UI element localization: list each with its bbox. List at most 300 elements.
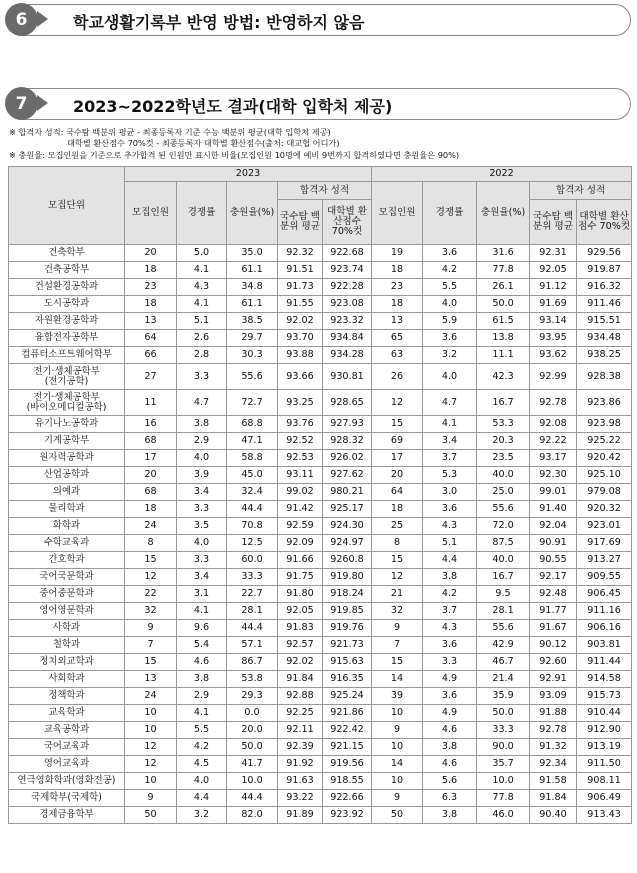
cell-value: 9 <box>125 620 177 637</box>
cell-value: 92.88 <box>278 688 323 705</box>
cell-unit: 건설환경공학과 <box>9 279 125 296</box>
cell-value: 15 <box>372 654 423 671</box>
cell-value: 25 <box>372 518 423 535</box>
cell-value: 934.28 <box>323 347 372 364</box>
cell-value: 44.4 <box>227 501 278 518</box>
cell-value: 3.8 <box>423 807 477 824</box>
cell-value: 18 <box>125 296 177 313</box>
cell-value: 41.7 <box>227 756 278 773</box>
section-6-banner <box>6 4 631 36</box>
cell-value: 4.4 <box>423 552 477 569</box>
cell-value: 92.30 <box>530 467 577 484</box>
cell-value: 9260.8 <box>323 552 372 569</box>
cell-value: 928.38 <box>577 364 632 390</box>
cell-value: 928.65 <box>323 390 372 416</box>
cell-value: 2.9 <box>177 688 227 705</box>
cell-value: 5.3 <box>423 467 477 484</box>
cell-value: 22.7 <box>227 586 278 603</box>
cell-value: 23 <box>372 279 423 296</box>
cell-value: 922.42 <box>323 722 372 739</box>
cell-value: 18 <box>372 501 423 518</box>
table-row <box>9 262 632 279</box>
table-row <box>9 347 632 364</box>
cell-value: 24 <box>125 688 177 705</box>
cell-unit: 화학과 <box>9 518 125 535</box>
table-row <box>9 484 632 501</box>
cell-value: 917.69 <box>577 535 632 552</box>
cell-value: 5.1 <box>423 535 477 552</box>
cell-value: 10 <box>372 705 423 722</box>
cell-value: 3.3 <box>177 364 227 390</box>
cell-value: 28.1 <box>227 603 278 620</box>
cell-value: 92.59 <box>278 518 323 535</box>
section-title: 2023~2022학년도 결과(대학 입학처 제공) <box>73 97 393 116</box>
cell-value: 4.1 <box>177 603 227 620</box>
cell-value: 90.0 <box>477 739 530 756</box>
cell-value: 7 <box>125 637 177 654</box>
cell-value: 0.0 <box>227 705 278 722</box>
cell-value: 913.27 <box>577 552 632 569</box>
cell-value: 920.32 <box>577 501 632 518</box>
table-row <box>9 296 632 313</box>
cell-value: 35.9 <box>477 688 530 705</box>
cell-value: 68 <box>125 433 177 450</box>
cell-value: 9.6 <box>177 620 227 637</box>
table-row <box>9 390 632 416</box>
cell-value: 923.01 <box>577 518 632 535</box>
cell-value: 55.6 <box>477 501 530 518</box>
cell-value: 3.2 <box>423 347 477 364</box>
cell-value: 90.55 <box>530 552 577 569</box>
note-line: ※ 충원율: 모집인원을 기준으로 추가합격 된 인원만 표시한 비율(모집인원 10명에 예비 9번까지 합격하였다면 충원율은 90%) <box>9 149 460 160</box>
cell-value: 92.05 <box>530 262 577 279</box>
cell-unit: 국어국문학과 <box>9 569 125 586</box>
cell-value: 980.21 <box>323 484 372 501</box>
cell-unit: 도시공학과 <box>9 296 125 313</box>
cell-value: 5.9 <box>423 313 477 330</box>
cell-unit: 국제학부(국제학) <box>9 790 125 807</box>
cell-value: 12 <box>372 390 423 416</box>
cell-value: 4.3 <box>177 279 227 296</box>
cell-value: 919.76 <box>323 620 372 637</box>
cell-value: 915.51 <box>577 313 632 330</box>
cell-value: 91.51 <box>278 262 323 279</box>
cell-unit: 자원환경공학과 <box>9 313 125 330</box>
cell-unit: 연극영화학과(영화전공) <box>9 773 125 790</box>
cell-value: 91.55 <box>278 296 323 313</box>
cell-value: 906.16 <box>577 620 632 637</box>
cell-value: 55.6 <box>227 364 278 390</box>
cell-value: 4.5 <box>177 756 227 773</box>
cell-unit: 원자력공학과 <box>9 450 125 467</box>
cell-value: 26 <box>372 364 423 390</box>
table-row <box>9 756 632 773</box>
table-row <box>9 450 632 467</box>
cell-value: 91.83 <box>278 620 323 637</box>
cell-value: 92.32 <box>278 245 323 262</box>
cell-value: 99.02 <box>278 484 323 501</box>
cell-value: 9 <box>372 620 423 637</box>
cell-unit: 정치외교학과 <box>9 654 125 671</box>
cell-value: 34.8 <box>227 279 278 296</box>
cell-unit: 철학과 <box>9 637 125 654</box>
cell-value: 64 <box>372 484 423 501</box>
cell-value: 938.25 <box>577 347 632 364</box>
table-row <box>9 501 632 518</box>
cell-value: 11 <box>125 390 177 416</box>
cell-value: 22 <box>125 586 177 603</box>
cell-value: 50.0 <box>477 296 530 313</box>
header-competition: 경쟁률 <box>423 182 477 245</box>
cell-value: 18 <box>125 262 177 279</box>
cell-value: 91.84 <box>278 671 323 688</box>
table-row <box>9 518 632 535</box>
cell-value: 13.8 <box>477 330 530 347</box>
cell-value: 4.1 <box>177 296 227 313</box>
cell-unit: 유기나노공학과 <box>9 416 125 433</box>
cell-value: 10 <box>372 739 423 756</box>
cell-value: 923.98 <box>577 416 632 433</box>
cell-value: 922.66 <box>323 790 372 807</box>
table-row <box>9 467 632 484</box>
cell-value: 934.48 <box>577 330 632 347</box>
header-fill-rate: 충원율(%) <box>477 182 530 245</box>
cell-value: 92.25 <box>278 705 323 722</box>
cell-value: 91.12 <box>530 279 577 296</box>
cell-value: 4.0 <box>177 535 227 552</box>
cell-value: 4.7 <box>177 390 227 416</box>
cell-value: 14 <box>372 756 423 773</box>
cell-value: 61.1 <box>227 296 278 313</box>
cell-value: 919.80 <box>323 569 372 586</box>
cell-unit: 의예과 <box>9 484 125 501</box>
cell-value: 63 <box>372 347 423 364</box>
cell-value: 93.14 <box>530 313 577 330</box>
cell-value: 3.8 <box>177 671 227 688</box>
cell-value: 65 <box>372 330 423 347</box>
cell-value: 915.63 <box>323 654 372 671</box>
cell-value: 92.02 <box>278 654 323 671</box>
cell-value: 29.3 <box>227 688 278 705</box>
cell-value: 53.8 <box>227 671 278 688</box>
cell-value: 93.25 <box>278 390 323 416</box>
cell-value: 92.31 <box>530 245 577 262</box>
cell-value: 914.58 <box>577 671 632 688</box>
cell-unit: 전기·생체공학부 (전기공학) <box>9 364 125 390</box>
cell-value: 3.7 <box>423 603 477 620</box>
cell-value: 12 <box>125 569 177 586</box>
results-table <box>8 166 632 824</box>
cell-value: 33.3 <box>227 569 278 586</box>
table-row <box>9 722 632 739</box>
cell-value: 4.9 <box>423 705 477 722</box>
cell-value: 908.11 <box>577 773 632 790</box>
cell-value: 93.70 <box>278 330 323 347</box>
cell-value: 4.3 <box>423 518 477 535</box>
table-row <box>9 654 632 671</box>
cell-value: 91.84 <box>530 790 577 807</box>
cell-value: 925.17 <box>323 501 372 518</box>
cell-value: 26.1 <box>477 279 530 296</box>
cell-value: 24 <box>125 518 177 535</box>
cell-value: 3.3 <box>423 654 477 671</box>
cell-value: 30.3 <box>227 347 278 364</box>
note-line: ※ 합격자 성적: 국수탐 백분위 평균 - 최종등록자 기준 수능 백분위 평균(대학 입학처 제공) <box>9 127 331 137</box>
table-row <box>9 535 632 552</box>
cell-value: 16.7 <box>477 390 530 416</box>
cell-value: 923.32 <box>323 313 372 330</box>
cell-value: 919.87 <box>577 262 632 279</box>
cell-value: 906.45 <box>577 586 632 603</box>
cell-value: 922.68 <box>323 245 372 262</box>
cell-value: 92.17 <box>530 569 577 586</box>
cell-value: 40.0 <box>477 467 530 484</box>
cell-value: 18 <box>372 262 423 279</box>
cell-value: 10 <box>125 773 177 790</box>
cell-value: 91.92 <box>278 756 323 773</box>
cell-unit: 영어영문학과 <box>9 603 125 620</box>
cell-value: 2.9 <box>177 433 227 450</box>
cell-value: 91.73 <box>278 279 323 296</box>
cell-value: 21.4 <box>477 671 530 688</box>
cell-value: 92.48 <box>530 586 577 603</box>
cell-value: 44.4 <box>227 790 278 807</box>
cell-value: 60.0 <box>227 552 278 569</box>
cell-value: 3.6 <box>423 245 477 262</box>
cell-value: 920.42 <box>577 450 632 467</box>
cell-value: 57.1 <box>227 637 278 654</box>
header-year-2022: 2022 <box>372 167 632 182</box>
cell-value: 92.04 <box>530 518 577 535</box>
cell-value: 91.75 <box>278 569 323 586</box>
cell-unit: 건축공학부 <box>9 262 125 279</box>
header-competition: 경쟁률 <box>177 182 227 245</box>
section-7-banner <box>6 88 631 120</box>
table-row <box>9 790 632 807</box>
cell-value: 21 <box>372 586 423 603</box>
cell-value: 32.4 <box>227 484 278 501</box>
cell-value: 3.4 <box>423 433 477 450</box>
cell-value: 38.5 <box>227 313 278 330</box>
cell-value: 92.11 <box>278 722 323 739</box>
section-title: 학교생활기록부 반영 방법: 반영하지 않음 <box>73 13 365 32</box>
cell-value: 13 <box>125 671 177 688</box>
cell-value: 5.4 <box>177 637 227 654</box>
table-body <box>9 245 632 824</box>
cell-value: 4.0 <box>177 450 227 467</box>
cell-value: 927.93 <box>323 416 372 433</box>
cell-value: 12 <box>125 739 177 756</box>
section-number-badge: 7 <box>5 87 38 120</box>
cell-value: 10 <box>372 773 423 790</box>
cell-value: 93.95 <box>530 330 577 347</box>
header-converted-score: 대학별 환산점수 70%컷 <box>577 200 632 245</box>
cell-value: 913.43 <box>577 807 632 824</box>
cell-unit: 정책학과 <box>9 688 125 705</box>
cell-value: 91.80 <box>278 586 323 603</box>
cell-value: 11.1 <box>477 347 530 364</box>
header-quota: 모집인원 <box>372 182 423 245</box>
cell-value: 4.3 <box>423 620 477 637</box>
cell-value: 29.7 <box>227 330 278 347</box>
table-row <box>9 688 632 705</box>
cell-value: 50.0 <box>227 739 278 756</box>
cell-value: 77.8 <box>477 262 530 279</box>
cell-value: 923.08 <box>323 296 372 313</box>
cell-value: 13 <box>125 313 177 330</box>
cell-value: 3.6 <box>423 637 477 654</box>
notes <box>9 127 459 161</box>
cell-value: 921.86 <box>323 705 372 722</box>
cell-value: 92.02 <box>278 313 323 330</box>
cell-value: 19 <box>372 245 423 262</box>
cell-value: 925.24 <box>323 688 372 705</box>
cell-value: 93.66 <box>278 364 323 390</box>
cell-value: 50.0 <box>477 705 530 722</box>
cell-value: 919.56 <box>323 756 372 773</box>
cell-value: 6.3 <box>423 790 477 807</box>
table-row <box>9 330 632 347</box>
cell-value: 927.62 <box>323 467 372 484</box>
cell-value: 921.73 <box>323 637 372 654</box>
cell-value: 66 <box>125 347 177 364</box>
table-row <box>9 671 632 688</box>
cell-value: 4.2 <box>423 262 477 279</box>
header-year-2023: 2023 <box>125 167 372 182</box>
cell-value: 2.6 <box>177 330 227 347</box>
cell-unit: 물리학과 <box>9 501 125 518</box>
cell-value: 3.3 <box>177 552 227 569</box>
cell-value: 35.7 <box>477 756 530 773</box>
cell-value: 90.12 <box>530 637 577 654</box>
cell-unit: 사학과 <box>9 620 125 637</box>
cell-value: 8 <box>125 535 177 552</box>
cell-value: 23 <box>125 279 177 296</box>
cell-value: 27 <box>125 364 177 390</box>
cell-value: 3.5 <box>177 518 227 535</box>
cell-value: 61.1 <box>227 262 278 279</box>
cell-value: 16 <box>125 416 177 433</box>
header-passer-score: 합격자 성적 <box>278 182 372 200</box>
cell-value: 20 <box>372 467 423 484</box>
cell-value: 82.0 <box>227 807 278 824</box>
cell-value: 925.22 <box>577 433 632 450</box>
cell-value: 50 <box>125 807 177 824</box>
cell-value: 92.09 <box>278 535 323 552</box>
cell-value: 93.88 <box>278 347 323 364</box>
cell-value: 93.62 <box>530 347 577 364</box>
cell-value: 3.2 <box>177 807 227 824</box>
cell-value: 31.6 <box>477 245 530 262</box>
cell-value: 47.1 <box>227 433 278 450</box>
cell-value: 12.5 <box>227 535 278 552</box>
table-row <box>9 552 632 569</box>
cell-value: 86.7 <box>227 654 278 671</box>
cell-value: 12 <box>372 569 423 586</box>
cell-value: 25.0 <box>477 484 530 501</box>
cell-unit: 교육공학과 <box>9 722 125 739</box>
cell-value: 68.8 <box>227 416 278 433</box>
cell-value: 4.0 <box>423 364 477 390</box>
cell-unit: 전기·생체공학부 (바이오메디컬공학) <box>9 390 125 416</box>
cell-value: 20 <box>125 467 177 484</box>
cell-value: 9 <box>125 790 177 807</box>
cell-value: 61.5 <box>477 313 530 330</box>
cell-value: 9.5 <box>477 586 530 603</box>
cell-value: 911.46 <box>577 296 632 313</box>
cell-value: 40.0 <box>477 552 530 569</box>
cell-value: 5.6 <box>423 773 477 790</box>
cell-value: 4.6 <box>423 756 477 773</box>
cell-value: 3.1 <box>177 586 227 603</box>
cell-value: 3.6 <box>423 330 477 347</box>
cell-value: 91.77 <box>530 603 577 620</box>
note-line: 대학별 환산점수 70%컷 - 최종등록자 대학별 환산점수(출처: 대교협 어디가) <box>67 138 340 149</box>
cell-value: 91.89 <box>278 807 323 824</box>
cell-value: 4.6 <box>177 654 227 671</box>
cell-value: 44.4 <box>227 620 278 637</box>
cell-value: 91.40 <box>530 501 577 518</box>
cell-value: 916.32 <box>577 279 632 296</box>
cell-value: 92.34 <box>530 756 577 773</box>
cell-value: 46.7 <box>477 654 530 671</box>
cell-value: 10.0 <box>477 773 530 790</box>
cell-value: 55.6 <box>477 620 530 637</box>
cell-value: 64 <box>125 330 177 347</box>
cell-value: 92.22 <box>530 433 577 450</box>
cell-value: 4.2 <box>423 586 477 603</box>
cell-value: 912.90 <box>577 722 632 739</box>
cell-value: 92.78 <box>530 390 577 416</box>
cell-value: 3.6 <box>423 501 477 518</box>
cell-value: 92.52 <box>278 433 323 450</box>
cell-value: 4.0 <box>177 773 227 790</box>
cell-value: 90.40 <box>530 807 577 824</box>
cell-value: 69 <box>372 433 423 450</box>
table-row <box>9 245 632 262</box>
cell-value: 93.22 <box>278 790 323 807</box>
table-row <box>9 739 632 756</box>
cell-value: 4.4 <box>177 790 227 807</box>
table-row <box>9 433 632 450</box>
cell-value: 10.0 <box>227 773 278 790</box>
cell-value: 918.24 <box>323 586 372 603</box>
cell-value: 903.81 <box>577 637 632 654</box>
cell-value: 3.8 <box>423 739 477 756</box>
cell-value: 3.4 <box>177 569 227 586</box>
cell-unit: 수학교육과 <box>9 535 125 552</box>
cell-unit: 영어교육과 <box>9 756 125 773</box>
cell-value: 3.4 <box>177 484 227 501</box>
cell-value: 99.01 <box>530 484 577 501</box>
header-avg-percentile: 국수탐 백분위 평균 <box>530 200 577 245</box>
cell-value: 20.3 <box>477 433 530 450</box>
cell-value: 72.0 <box>477 518 530 535</box>
cell-value: 50 <box>372 807 423 824</box>
table-row <box>9 586 632 603</box>
cell-value: 28.1 <box>477 603 530 620</box>
cell-value: 91.66 <box>278 552 323 569</box>
cell-value: 4.1 <box>423 416 477 433</box>
cell-unit: 경제금융학부 <box>9 807 125 824</box>
cell-value: 32 <box>125 603 177 620</box>
cell-value: 911.44 <box>577 654 632 671</box>
cell-value: 91.67 <box>530 620 577 637</box>
cell-value: 46.0 <box>477 807 530 824</box>
cell-value: 45.0 <box>227 467 278 484</box>
cell-value: 92.57 <box>278 637 323 654</box>
cell-value: 919.85 <box>323 603 372 620</box>
